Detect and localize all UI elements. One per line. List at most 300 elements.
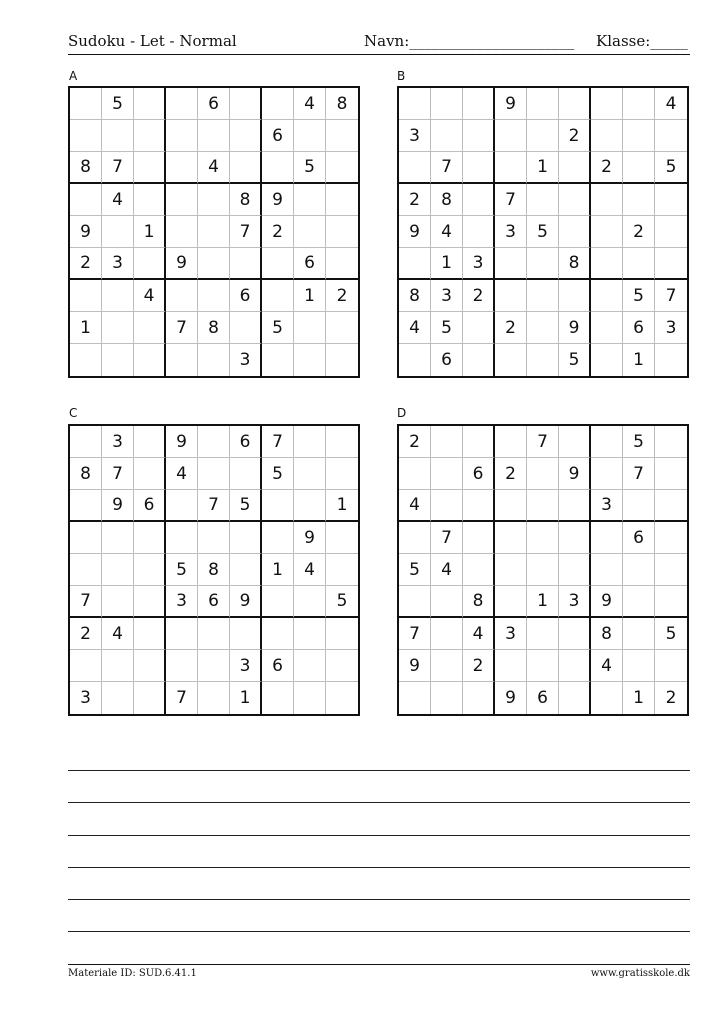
sudoku-cell[interactable]: 7: [655, 280, 687, 312]
sudoku-cell[interactable]: [262, 344, 294, 376]
sudoku-cell[interactable]: 2: [399, 426, 431, 458]
sudoku-cell[interactable]: 7: [198, 490, 230, 522]
sudoku-cell[interactable]: [102, 312, 134, 344]
sudoku-cell[interactable]: [655, 650, 687, 682]
sudoku-cell[interactable]: 2: [623, 216, 655, 248]
sudoku-cell[interactable]: [294, 216, 326, 248]
sudoku-cell[interactable]: [70, 490, 102, 522]
sudoku-cell[interactable]: [262, 280, 294, 312]
sudoku-cell[interactable]: [166, 618, 198, 650]
sudoku-cell[interactable]: [326, 682, 358, 714]
sudoku-cell[interactable]: 4: [463, 618, 495, 650]
sudoku-cell[interactable]: [623, 586, 655, 618]
sudoku-cell[interactable]: [463, 554, 495, 586]
sudoku-cell[interactable]: [559, 280, 591, 312]
sudoku-cell[interactable]: [431, 490, 463, 522]
sudoku-cell[interactable]: [326, 120, 358, 152]
sudoku-cell[interactable]: [166, 650, 198, 682]
sudoku-cell[interactable]: [495, 490, 527, 522]
sudoku-cell[interactable]: [262, 248, 294, 280]
sudoku-cell[interactable]: [166, 184, 198, 216]
sudoku-cell[interactable]: [399, 344, 431, 376]
sudoku-cell[interactable]: 9: [399, 650, 431, 682]
sudoku-cell[interactable]: [527, 650, 559, 682]
sudoku-cell[interactable]: [591, 248, 623, 280]
sudoku-cell[interactable]: 9: [559, 312, 591, 344]
sudoku-cell[interactable]: 4: [166, 458, 198, 490]
sudoku-cell[interactable]: 2: [262, 216, 294, 248]
sudoku-cell[interactable]: [166, 490, 198, 522]
sudoku-cell[interactable]: 5: [230, 490, 262, 522]
sudoku-cell[interactable]: [559, 184, 591, 216]
sudoku-cell[interactable]: [399, 522, 431, 554]
sudoku-cell[interactable]: [495, 120, 527, 152]
sudoku-cell[interactable]: [326, 216, 358, 248]
sudoku-cell[interactable]: [495, 586, 527, 618]
sudoku-cell[interactable]: [70, 554, 102, 586]
sudoku-cell[interactable]: [262, 88, 294, 120]
sudoku-cell[interactable]: 4: [102, 184, 134, 216]
sudoku-cell[interactable]: 7: [166, 312, 198, 344]
sudoku-cell[interactable]: 7: [495, 184, 527, 216]
sudoku-cell[interactable]: [134, 522, 166, 554]
website-link[interactable]: www.gratisskole.dk: [590, 968, 690, 979]
sudoku-cell[interactable]: 8: [431, 184, 463, 216]
sudoku-cell[interactable]: [399, 586, 431, 618]
sudoku-cell[interactable]: [431, 88, 463, 120]
sudoku-cell[interactable]: 1: [623, 682, 655, 714]
sudoku-cell[interactable]: 9: [102, 490, 134, 522]
sudoku-cell[interactable]: [623, 184, 655, 216]
sudoku-cell[interactable]: 3: [70, 682, 102, 714]
sudoku-cell[interactable]: 2: [399, 184, 431, 216]
sudoku-cell[interactable]: [655, 554, 687, 586]
sudoku-cell[interactable]: 5: [527, 216, 559, 248]
sudoku-cell[interactable]: [134, 248, 166, 280]
sudoku-cell[interactable]: [198, 216, 230, 248]
sudoku-cell[interactable]: [262, 490, 294, 522]
sudoku-cell[interactable]: 8: [230, 184, 262, 216]
writing-line[interactable]: [68, 770, 690, 771]
sudoku-cell[interactable]: 9: [591, 586, 623, 618]
sudoku-cell[interactable]: 6: [294, 248, 326, 280]
sudoku-cell[interactable]: [495, 650, 527, 682]
sudoku-cell[interactable]: [134, 120, 166, 152]
sudoku-cell[interactable]: [102, 522, 134, 554]
sudoku-cell[interactable]: 8: [70, 458, 102, 490]
sudoku-cell[interactable]: [495, 152, 527, 184]
sudoku-cell[interactable]: 3: [431, 280, 463, 312]
sudoku-cell[interactable]: 1: [431, 248, 463, 280]
sudoku-cell[interactable]: [134, 152, 166, 184]
sudoku-cell[interactable]: [262, 586, 294, 618]
sudoku-cell[interactable]: 9: [495, 88, 527, 120]
sudoku-cell[interactable]: [399, 682, 431, 714]
sudoku-cell[interactable]: [655, 458, 687, 490]
sudoku-cell[interactable]: 1: [294, 280, 326, 312]
sudoku-cell[interactable]: 6: [198, 586, 230, 618]
sudoku-cell[interactable]: 7: [102, 458, 134, 490]
sudoku-cell[interactable]: 3: [591, 490, 623, 522]
sudoku-cell[interactable]: [495, 554, 527, 586]
sudoku-cell[interactable]: [326, 184, 358, 216]
sudoku-cell[interactable]: [591, 184, 623, 216]
sudoku-cell[interactable]: [655, 120, 687, 152]
sudoku-cell[interactable]: [134, 586, 166, 618]
sudoku-cell[interactable]: [463, 682, 495, 714]
sudoku-cell[interactable]: [591, 554, 623, 586]
sudoku-cell[interactable]: 7: [399, 618, 431, 650]
sudoku-cell[interactable]: [495, 280, 527, 312]
sudoku-cell[interactable]: 2: [559, 120, 591, 152]
sudoku-cell[interactable]: [134, 458, 166, 490]
sudoku-cell[interactable]: [399, 152, 431, 184]
sudoku-cell[interactable]: [70, 522, 102, 554]
sudoku-cell[interactable]: [591, 280, 623, 312]
sudoku-cell[interactable]: 9: [294, 522, 326, 554]
sudoku-cell[interactable]: 4: [591, 650, 623, 682]
sudoku-cell[interactable]: [294, 650, 326, 682]
sudoku-cell[interactable]: 6: [623, 522, 655, 554]
sudoku-cell[interactable]: 4: [198, 152, 230, 184]
sudoku-cell[interactable]: [495, 344, 527, 376]
sudoku-cell[interactable]: [134, 344, 166, 376]
sudoku-cell[interactable]: 8: [399, 280, 431, 312]
sudoku-cell[interactable]: 9: [559, 458, 591, 490]
writing-line[interactable]: [68, 867, 690, 868]
sudoku-cell[interactable]: [463, 120, 495, 152]
sudoku-cell[interactable]: [527, 248, 559, 280]
sudoku-cell[interactable]: [70, 184, 102, 216]
sudoku-cell[interactable]: 5: [559, 344, 591, 376]
sudoku-cell[interactable]: 2: [665, 688, 677, 708]
sudoku-cell[interactable]: 5: [655, 618, 687, 650]
sudoku-cell[interactable]: [198, 682, 230, 714]
sudoku-cell[interactable]: 6: [463, 458, 495, 490]
sudoku-cell[interactable]: 9: [495, 682, 527, 714]
sudoku-cell[interactable]: [198, 522, 230, 554]
sudoku-cell[interactable]: 1: [527, 586, 559, 618]
sudoku-cell[interactable]: 3: [166, 586, 198, 618]
sudoku-cell[interactable]: [559, 88, 591, 120]
sudoku-cell[interactable]: [102, 586, 134, 618]
sudoku-cell[interactable]: 5: [655, 152, 687, 184]
sudoku-cell[interactable]: [262, 618, 294, 650]
sudoku-cell[interactable]: 9: [399, 216, 431, 248]
sudoku-cell[interactable]: [294, 682, 326, 714]
sudoku-cell[interactable]: [655, 522, 687, 554]
sudoku-cell[interactable]: 9: [230, 586, 262, 618]
sudoku-cell[interactable]: [527, 522, 559, 554]
sudoku-cell[interactable]: 7: [262, 426, 294, 458]
sudoku-cell[interactable]: [591, 344, 623, 376]
writing-line[interactable]: [68, 802, 690, 803]
writing-line[interactable]: [68, 835, 690, 836]
sudoku-cell[interactable]: 4: [431, 216, 463, 248]
sudoku-cell[interactable]: [591, 312, 623, 344]
sudoku-cell[interactable]: [102, 650, 134, 682]
sudoku-cell[interactable]: 3: [399, 120, 431, 152]
sudoku-cell[interactable]: [399, 248, 431, 280]
sudoku-cell[interactable]: [134, 88, 166, 120]
sudoku-cell[interactable]: [559, 490, 591, 522]
sudoku-cell[interactable]: 2: [70, 618, 102, 650]
sudoku-cell[interactable]: [527, 120, 559, 152]
sudoku-cell[interactable]: [655, 490, 687, 522]
sudoku-cell[interactable]: [559, 554, 591, 586]
sudoku-cell[interactable]: [166, 216, 198, 248]
sudoku-cell[interactable]: 4: [294, 554, 326, 586]
sudoku-cell[interactable]: [399, 88, 431, 120]
sudoku-cell[interactable]: 1: [262, 554, 294, 586]
sudoku-cell[interactable]: 5: [294, 152, 326, 184]
sudoku-cell[interactable]: 9: [166, 426, 198, 458]
sudoku-cell[interactable]: [463, 152, 495, 184]
sudoku-cell[interactable]: [527, 554, 559, 586]
sudoku-cell[interactable]: 1: [230, 682, 262, 714]
sudoku-cell[interactable]: [102, 216, 134, 248]
sudoku-cell[interactable]: 6: [527, 682, 559, 714]
sudoku-cell[interactable]: 6: [230, 426, 262, 458]
sudoku-cell[interactable]: [463, 490, 495, 522]
sudoku-cell[interactable]: [230, 152, 262, 184]
class-field[interactable]: Klasse:_____: [596, 32, 688, 50]
sudoku-cell[interactable]: [294, 618, 326, 650]
sudoku-cell[interactable]: [102, 554, 134, 586]
sudoku-cell[interactable]: [495, 522, 527, 554]
sudoku-cell[interactable]: 8: [463, 586, 495, 618]
sudoku-cell[interactable]: 5: [166, 554, 198, 586]
sudoku-cell[interactable]: [559, 522, 591, 554]
sudoku-cell[interactable]: 4: [399, 312, 431, 344]
sudoku-cell[interactable]: [230, 458, 262, 490]
sudoku-cell[interactable]: 3: [102, 426, 134, 458]
sudoku-cell[interactable]: [431, 586, 463, 618]
sudoku-cell[interactable]: 2: [591, 152, 623, 184]
sudoku-cell[interactable]: [463, 216, 495, 248]
sudoku-cell[interactable]: 2: [463, 650, 495, 682]
sudoku-cell[interactable]: 3: [495, 618, 527, 650]
sudoku-cell[interactable]: [326, 248, 358, 280]
sudoku-cell[interactable]: [326, 458, 358, 490]
sudoku-cell[interactable]: [591, 120, 623, 152]
sudoku-cell[interactable]: [527, 280, 559, 312]
sudoku-cell[interactable]: 6: [134, 490, 166, 522]
sudoku-cell[interactable]: [399, 458, 431, 490]
sudoku-cell[interactable]: [655, 344, 687, 376]
sudoku-cell[interactable]: [294, 344, 326, 376]
sudoku-cell[interactable]: [198, 280, 230, 312]
sudoku-cell[interactable]: [655, 248, 687, 280]
sudoku-cell[interactable]: [326, 554, 358, 586]
sudoku-cell[interactable]: [70, 280, 102, 312]
sudoku-cell[interactable]: 4: [655, 88, 687, 120]
sudoku-cell[interactable]: [655, 216, 687, 248]
sudoku-cell[interactable]: 6: [262, 650, 294, 682]
sudoku-cell[interactable]: 8: [559, 248, 591, 280]
sudoku-cell[interactable]: [198, 426, 230, 458]
sudoku-cell[interactable]: [294, 426, 326, 458]
sudoku-cell[interactable]: [591, 458, 623, 490]
sudoku-cell[interactable]: [431, 618, 463, 650]
sudoku-cell[interactable]: 1: [134, 216, 166, 248]
sudoku-cell[interactable]: 3: [495, 216, 527, 248]
sudoku-cell[interactable]: [527, 184, 559, 216]
sudoku-cell[interactable]: [623, 650, 655, 682]
sudoku-cell[interactable]: [495, 248, 527, 280]
sudoku-cell[interactable]: [134, 426, 166, 458]
sudoku-cell[interactable]: [495, 426, 527, 458]
sudoku-cell[interactable]: [166, 120, 198, 152]
sudoku-cell[interactable]: [230, 618, 262, 650]
sudoku-cell[interactable]: [623, 88, 655, 120]
sudoku-cell[interactable]: [102, 120, 134, 152]
sudoku-cell[interactable]: 4: [431, 554, 463, 586]
sudoku-cell[interactable]: [623, 490, 655, 522]
writing-line[interactable]: [68, 899, 690, 900]
sudoku-cell[interactable]: 4: [399, 490, 431, 522]
sudoku-cell[interactable]: 4: [294, 88, 326, 120]
sudoku-cell[interactable]: [294, 586, 326, 618]
sudoku-cell[interactable]: [463, 344, 495, 376]
sudoku-cell[interactable]: 7: [102, 152, 134, 184]
sudoku-cell[interactable]: [591, 426, 623, 458]
sudoku-cell[interactable]: [463, 184, 495, 216]
sudoku-cell[interactable]: 8: [198, 554, 230, 586]
sudoku-cell[interactable]: 7: [431, 522, 463, 554]
sudoku-cell[interactable]: [326, 426, 358, 458]
sudoku-cell[interactable]: [527, 312, 559, 344]
sudoku-cell[interactable]: [623, 120, 655, 152]
sudoku-cell[interactable]: [70, 650, 102, 682]
sudoku-cell[interactable]: 8: [198, 312, 230, 344]
sudoku-cell[interactable]: [655, 586, 687, 618]
sudoku-cell[interactable]: [198, 344, 230, 376]
sudoku-cell[interactable]: [463, 522, 495, 554]
sudoku-cell[interactable]: 3: [655, 312, 687, 344]
sudoku-cell[interactable]: [431, 426, 463, 458]
sudoku-cell[interactable]: [559, 152, 591, 184]
sudoku-cell[interactable]: 4: [102, 618, 134, 650]
sudoku-cell[interactable]: [559, 650, 591, 682]
sudoku-cell[interactable]: [655, 184, 687, 216]
sudoku-cell[interactable]: 7: [431, 152, 463, 184]
sudoku-cell[interactable]: [294, 458, 326, 490]
sudoku-cell[interactable]: [326, 344, 358, 376]
sudoku-cell[interactable]: [70, 344, 102, 376]
sudoku-cell[interactable]: 7: [70, 586, 102, 618]
sudoku-cell[interactable]: [431, 458, 463, 490]
sudoku-cell[interactable]: 5: [623, 426, 655, 458]
sudoku-cell[interactable]: [198, 650, 230, 682]
sudoku-cell[interactable]: [591, 88, 623, 120]
sudoku-cell[interactable]: 8: [326, 88, 358, 120]
sudoku-cell[interactable]: [463, 426, 495, 458]
sudoku-cell[interactable]: [527, 618, 559, 650]
sudoku-cell[interactable]: [198, 248, 230, 280]
sudoku-cell[interactable]: 1: [623, 344, 655, 376]
sudoku-cell[interactable]: 9: [262, 184, 294, 216]
sudoku-cell[interactable]: [198, 120, 230, 152]
sudoku-cell[interactable]: [527, 490, 559, 522]
sudoku-cell[interactable]: [559, 216, 591, 248]
sudoku-cell[interactable]: 2: [326, 280, 358, 312]
sudoku-cell[interactable]: 2: [495, 458, 527, 490]
sudoku-cell[interactable]: [431, 650, 463, 682]
sudoku-cell[interactable]: [230, 88, 262, 120]
sudoku-cell[interactable]: [326, 312, 358, 344]
sudoku-cell[interactable]: [198, 618, 230, 650]
sudoku-cell[interactable]: [134, 682, 166, 714]
sudoku-cell[interactable]: [591, 522, 623, 554]
sudoku-cell[interactable]: 5: [262, 458, 294, 490]
sudoku-cell[interactable]: [326, 650, 358, 682]
sudoku-cell[interactable]: [655, 426, 687, 458]
sudoku-cell[interactable]: 5: [399, 554, 431, 586]
sudoku-cell[interactable]: [230, 248, 262, 280]
sudoku-cell[interactable]: 7: [230, 216, 262, 248]
sudoku-cell[interactable]: [102, 682, 134, 714]
sudoku-cell[interactable]: [166, 152, 198, 184]
sudoku-cell[interactable]: [559, 618, 591, 650]
sudoku-cell[interactable]: 3: [230, 344, 262, 376]
sudoku-cell[interactable]: 9: [166, 248, 198, 280]
sudoku-cell[interactable]: 8: [70, 152, 102, 184]
sudoku-cell[interactable]: [102, 280, 134, 312]
sudoku-cell[interactable]: [198, 458, 230, 490]
sudoku-cell[interactable]: [230, 522, 262, 554]
sudoku-cell[interactable]: 2: [70, 248, 102, 280]
sudoku-cell[interactable]: [431, 682, 463, 714]
sudoku-cell[interactable]: [623, 554, 655, 586]
sudoku-cell[interactable]: [134, 650, 166, 682]
sudoku-cell[interactable]: 3: [463, 248, 495, 280]
sudoku-cell[interactable]: [623, 248, 655, 280]
sudoku-cell[interactable]: 1: [326, 490, 358, 522]
sudoku-cell[interactable]: [230, 312, 262, 344]
writing-line[interactable]: [68, 931, 690, 932]
sudoku-cell[interactable]: [294, 120, 326, 152]
sudoku-cell[interactable]: 6: [262, 120, 294, 152]
sudoku-cell[interactable]: 3: [230, 650, 262, 682]
sudoku-cell[interactable]: 1: [527, 152, 559, 184]
sudoku-cell[interactable]: [294, 312, 326, 344]
sudoku-cell[interactable]: 6: [431, 344, 463, 376]
name-field[interactable]: Navn:______________________: [364, 32, 575, 50]
sudoku-cell[interactable]: 5: [102, 88, 134, 120]
sudoku-cell[interactable]: 5: [623, 280, 655, 312]
sudoku-cell[interactable]: 6: [198, 88, 230, 120]
sudoku-cell[interactable]: [591, 682, 623, 714]
sudoku-cell[interactable]: [134, 554, 166, 586]
sudoku-cell[interactable]: [527, 88, 559, 120]
sudoku-cell[interactable]: [70, 426, 102, 458]
sudoku-cell[interactable]: [326, 152, 358, 184]
sudoku-cell[interactable]: [294, 184, 326, 216]
sudoku-cell[interactable]: 5: [431, 312, 463, 344]
sudoku-cell[interactable]: 7: [166, 682, 198, 714]
sudoku-cell[interactable]: [527, 344, 559, 376]
sudoku-cell[interactable]: [166, 88, 198, 120]
sudoku-cell[interactable]: [230, 554, 262, 586]
sudoku-cell[interactable]: [230, 120, 262, 152]
sudoku-cell[interactable]: [198, 184, 230, 216]
sudoku-cell[interactable]: [134, 184, 166, 216]
sudoku-cell[interactable]: [463, 88, 495, 120]
sudoku-cell[interactable]: [623, 152, 655, 184]
sudoku-cell[interactable]: [102, 344, 134, 376]
sudoku-cell[interactable]: [591, 216, 623, 248]
